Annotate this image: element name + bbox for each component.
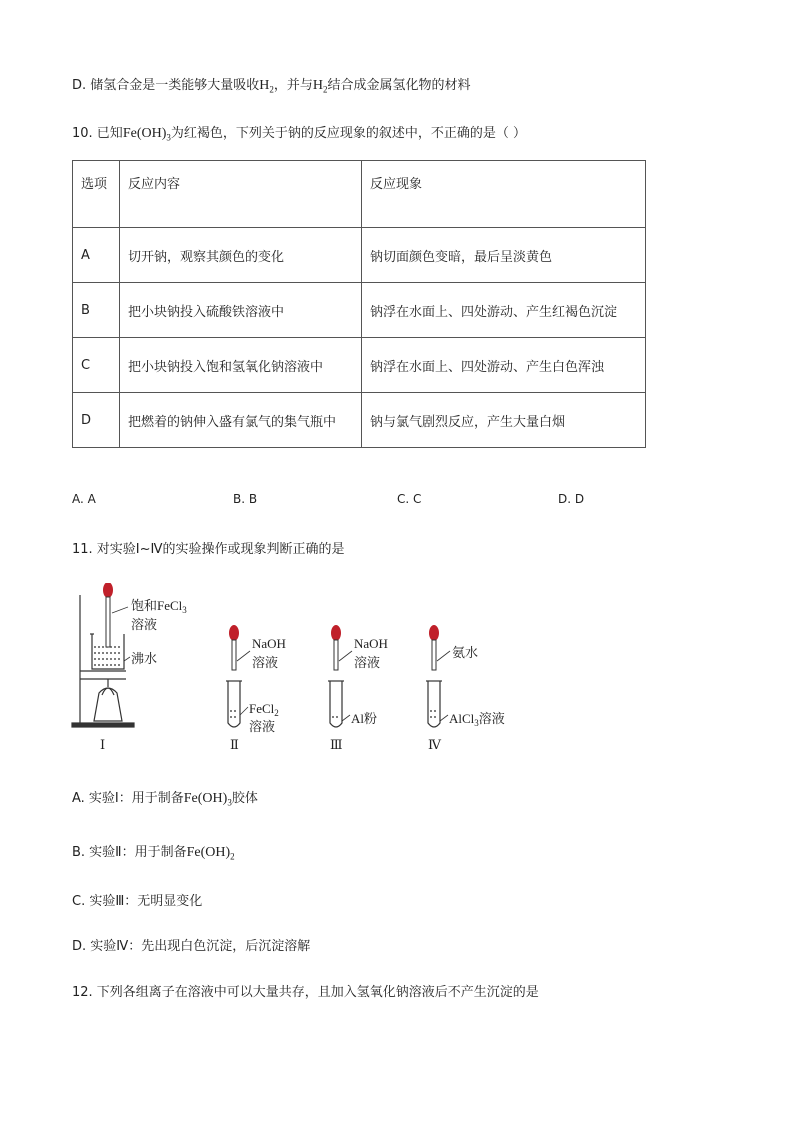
label-roman-1: Ⅰ	[100, 737, 106, 752]
q10-option-a[interactable]: A. A	[72, 492, 96, 506]
experiment-figure	[68, 583, 518, 755]
table-cell: 钠浮在水面上、四处游动、产生红褐色沉淀	[362, 283, 646, 338]
table-cell: 切开钠，观察其颜色的变化	[120, 228, 362, 283]
label-alcl3: AlCl$_3$溶液	[449, 711, 505, 728]
q11-option-c[interactable]: C. 实验Ⅲ：无明显变化	[72, 894, 203, 909]
table-cell: 钠切面颜色变暗，最后呈淡黄色	[362, 228, 646, 283]
table-header-cell: 选项	[73, 161, 120, 228]
label-boiling-water: 沸水	[131, 651, 158, 666]
table-cell: 钠浮在水面上、四处游动、产生白色浑浊	[362, 338, 646, 393]
label-naoh-2: NaOH	[252, 636, 286, 651]
q11-option-b[interactable]: B. 实验Ⅱ：用于制备$Fe(OH)_2$	[72, 845, 235, 862]
dropper-icon	[103, 583, 113, 647]
q9-option-d: D. 储氢合金是一类能够大量吸收$H_2$，并与$H_2$结合成金属氢化物的材料	[72, 78, 471, 95]
label-roman-4: Ⅳ	[428, 737, 441, 752]
table-cell: 把小块钠投入饱和氢氧化钠溶液中	[120, 338, 362, 393]
label-ammonia: 氨水	[452, 645, 479, 660]
table-cell: D	[73, 393, 120, 448]
table-header-cell: 反应现象	[362, 161, 646, 228]
q10-option-c[interactable]: C. C	[397, 492, 422, 506]
dropper-icon	[331, 625, 341, 670]
table-cell: 把燃着的钠伸入盛有氯气的集气瓶中	[120, 393, 362, 448]
table-header-cell: 反应内容	[120, 161, 362, 228]
dropper-icon	[429, 625, 439, 670]
test-tube-icon	[226, 681, 242, 727]
test-tube-icon	[426, 681, 442, 727]
table-header-row	[73, 161, 646, 228]
q11-stem: 11. 对实验Ⅰ~Ⅳ的实验操作或现象判断正确的是	[72, 542, 345, 557]
q10-option-d[interactable]: D. D	[558, 492, 585, 506]
table-row	[73, 338, 646, 393]
q10-option-b[interactable]: B. B	[233, 492, 258, 506]
test-tube-icon	[328, 681, 344, 727]
q10-table	[72, 160, 646, 448]
label-sat-fecl3-solution: 溶液	[131, 617, 158, 632]
dropper-icon	[229, 625, 239, 670]
table-row	[73, 393, 646, 448]
table-cell: 把小块钠投入硫酸铁溶液中	[120, 283, 362, 338]
label-solution-3: 溶液	[354, 655, 381, 670]
q11-option-a[interactable]: A. 实验Ⅰ：用于制备$Fe(OH)_3$胶体	[72, 791, 258, 808]
q12-stem: 12. 下列各组离子在溶液中可以大量共存，且加入氢氧化钠溶液后不产生沉淀的是	[72, 985, 539, 1000]
table-cell: C	[73, 338, 120, 393]
table-cell: A	[73, 228, 120, 283]
table-cell: B	[73, 283, 120, 338]
q11-option-d[interactable]: D. 实验Ⅳ：先出现白色沉淀，后沉淀溶解	[72, 939, 311, 954]
label-fecl2: FeCl$_2$	[249, 701, 279, 718]
table-cell: 钠与氯气剧烈反应，产生大量白烟	[362, 393, 646, 448]
label-roman-3: Ⅲ	[330, 737, 343, 752]
table-row	[73, 283, 646, 338]
label-solution-2: 溶液	[252, 655, 279, 670]
q10-stem: 10. 已知$Fe(OH)_3$为红褐色，下列关于钠的反应现象的叙述中，不正确的是（ ）	[72, 126, 526, 143]
label-naoh-3: NaOH	[354, 636, 388, 651]
label-roman-2: Ⅱ	[230, 737, 239, 752]
label-al-powder: Al粉	[351, 711, 378, 726]
table-row	[73, 228, 646, 283]
label-sat-fecl3: 饱和FeCl$_3$	[131, 598, 187, 615]
label-fecl2-solution: 溶液	[249, 719, 276, 734]
